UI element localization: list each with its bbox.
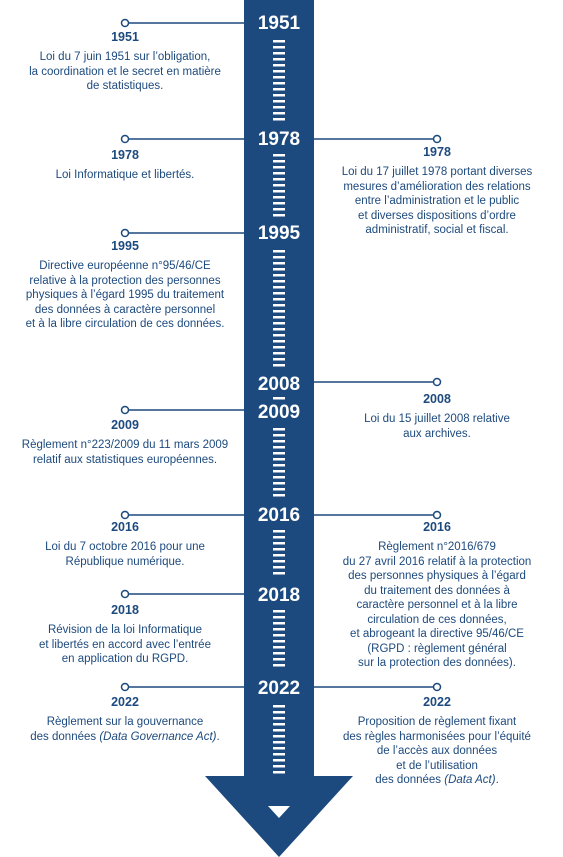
timeline-dash <box>273 566 285 569</box>
timeline-dash <box>273 70 285 73</box>
event-year: 2016 <box>111 520 139 534</box>
timeline-dash <box>273 530 285 533</box>
timeline-dash <box>273 310 285 313</box>
timeline-dash <box>273 352 285 355</box>
timeline-dash <box>273 64 285 67</box>
timeline-dash <box>273 184 285 187</box>
timeline-dash <box>273 88 285 91</box>
timeline-dash <box>273 118 285 121</box>
event-text: Loi du 15 juillet 2008 relative aux archives. <box>364 413 510 440</box>
timeline-dash <box>273 268 285 271</box>
event-year: 2009 <box>111 418 139 432</box>
timeline-dash <box>273 316 285 319</box>
event-text-italic: (Data Act) <box>444 774 496 786</box>
connector-dot-1978-left <box>122 136 129 143</box>
timeline-dash <box>273 190 285 193</box>
timeline-dash <box>273 328 285 331</box>
timeline-dash <box>273 494 285 497</box>
timeline-dash <box>273 428 285 431</box>
timeline-dash <box>273 262 285 265</box>
timeline-dash <box>273 765 285 768</box>
timeline-dash <box>273 100 285 103</box>
event-text <box>7 715 243 744</box>
event-year: 1978 <box>423 145 451 159</box>
timeline-dash <box>273 735 285 738</box>
connector-dot-2016-left <box>122 512 129 519</box>
event-text-italic: (Data Governance Act) <box>99 730 217 743</box>
timeline-dash <box>273 304 285 307</box>
connector-dot-1951 <box>122 20 129 27</box>
event-2009 <box>7 418 243 467</box>
year-label-2018: 2018 <box>257 585 301 606</box>
connector-dot-2022-right <box>434 684 441 691</box>
connector-dot-2018 <box>122 591 129 598</box>
event-year: 2008 <box>423 392 451 406</box>
timeline-dash <box>273 652 285 655</box>
event-year: 1951 <box>111 30 139 44</box>
timeline-dash <box>273 464 285 467</box>
timeline-dash <box>273 771 285 774</box>
event-2016-right <box>321 520 553 671</box>
timeline-dash <box>273 622 285 625</box>
event-1978-left <box>7 148 243 183</box>
year-label-2009: 2009 <box>257 402 301 423</box>
timeline-dash <box>273 741 285 744</box>
event-text: Directive européenne n°95/46/CE relative à la protection des personnes physiques à l’égard 1995 du traitement des données à caractère personnel et à la libre circulation de ces données. <box>25 260 225 330</box>
event-2022-left <box>7 695 243 744</box>
timeline-dash <box>273 82 285 85</box>
timeline-dash <box>273 364 285 367</box>
timeline-dash <box>273 542 285 545</box>
timeline-dash <box>273 616 285 619</box>
year-label-1951: 1951 <box>257 13 301 34</box>
event-1995 <box>7 239 243 332</box>
timeline-dash <box>273 628 285 631</box>
timeline-dash <box>273 286 285 289</box>
year-label-2022: 2022 <box>257 678 301 699</box>
event-text: Révision de la loi Informatique et libertés en accord avec l’entrée en application du RGPD. <box>39 624 211 665</box>
timeline-dash <box>273 723 285 726</box>
timeline-dash <box>273 470 285 473</box>
timeline-dash <box>273 458 285 461</box>
timeline-dash <box>273 172 285 175</box>
timeline-dash <box>273 178 285 181</box>
timeline-dash <box>273 340 285 343</box>
event-year: 1978 <box>111 148 139 162</box>
connector-dot-2008 <box>434 379 441 386</box>
timeline-dash <box>273 634 285 637</box>
timeline-dash <box>273 76 285 79</box>
timeline-dash <box>273 358 285 361</box>
event-text-end: . <box>495 774 499 786</box>
connector-dot-1995 <box>122 230 129 237</box>
timeline-dash <box>273 711 285 714</box>
event-1951 <box>7 30 243 94</box>
timeline-dash <box>273 196 285 199</box>
timeline-dash <box>273 397 285 400</box>
timeline-dash <box>273 280 285 283</box>
year-label-2016: 2016 <box>257 505 301 526</box>
connector-dot-1978-right <box>434 136 441 143</box>
timeline-dash <box>273 214 285 217</box>
timeline-dash <box>273 640 285 643</box>
timeline-dash <box>273 94 285 97</box>
event-2022-right <box>321 695 553 788</box>
timeline-dash <box>273 154 285 157</box>
timeline-dash <box>273 346 285 349</box>
timeline-dash <box>273 729 285 732</box>
connector-dot-2016-right <box>434 512 441 519</box>
timeline-dash <box>273 747 285 750</box>
timeline-dash <box>273 46 285 49</box>
event-year: 1995 <box>111 239 139 253</box>
timeline-dash <box>273 434 285 437</box>
timeline-dash <box>273 274 285 277</box>
timeline-dash <box>273 106 285 109</box>
timeline-dash <box>273 482 285 485</box>
event-text: Loi du 7 octobre 2016 pour une République numérique. <box>45 541 205 568</box>
timeline-dash <box>273 554 285 557</box>
timeline-dash <box>273 160 285 163</box>
event-2016-left <box>7 520 243 569</box>
timeline-dash <box>273 476 285 479</box>
timeline-dash <box>273 658 285 661</box>
timeline-dash <box>273 256 285 259</box>
event-1978-right <box>321 145 553 238</box>
event-text-main: Proposition de règlement fixant des règles harmonisées pour l’équité de l’accès aux données et de l’utilisation des données <box>343 716 531 786</box>
timeline-dash <box>273 560 285 563</box>
timeline-dash <box>273 753 285 756</box>
timeline-dash <box>273 202 285 205</box>
event-text: Règlement n°223/2009 du 11 mars 2009 relatif aux statistiques européennes. <box>21 439 229 466</box>
timeline-dash <box>273 298 285 301</box>
timeline-dash <box>273 717 285 720</box>
timeline-dash <box>273 452 285 455</box>
timeline-dash <box>273 112 285 115</box>
timeline-dash <box>273 664 285 667</box>
timeline-dash <box>273 440 285 443</box>
timeline-dash <box>273 646 285 649</box>
year-label-1995: 1995 <box>257 223 301 244</box>
event-year: 2022 <box>423 695 451 709</box>
event-year: 2022 <box>111 695 139 709</box>
timeline-dash <box>273 40 285 43</box>
timeline-dash <box>273 759 285 762</box>
timeline-dash <box>273 334 285 337</box>
event-text-end: . <box>216 730 220 743</box>
event-year: 2016 <box>423 520 451 534</box>
event-year: 2018 <box>111 603 139 617</box>
event-text-main: Règlement sur la gouvernance des données <box>30 716 204 743</box>
event-text: Règlement n°2016/679 du 27 avril 2016 relatif à la protection des personnes physiques à l’égard du traitement des données à caractère personnel et à la libre circulation de ces données, et abrogeant la directive 95/46/CE (RGPD : règlement général sur la protection des données). <box>342 541 532 669</box>
timeline-dash <box>273 292 285 295</box>
event-2008 <box>321 392 553 441</box>
event-text: Loi Informatique et libertés. <box>55 169 195 181</box>
year-label-1978: 1978 <box>257 129 301 150</box>
timeline-dash <box>273 488 285 491</box>
timeline-dash <box>273 572 285 575</box>
timeline-dash <box>273 536 285 539</box>
timeline-dash <box>273 705 285 708</box>
timeline-dash <box>273 58 285 61</box>
timeline-dash <box>273 52 285 55</box>
timeline-dash <box>273 446 285 449</box>
event-text <box>321 715 553 788</box>
timeline-dash <box>273 208 285 211</box>
event-text: Loi du 7 juin 1951 sur l’obligation, la coordination et le secret en matière de statistiques. <box>29 51 221 92</box>
connector-dot-2022-left <box>122 684 129 691</box>
timeline-dash <box>273 548 285 551</box>
timeline-dash <box>273 610 285 613</box>
event-2018 <box>7 603 243 667</box>
timeline-dash <box>273 250 285 253</box>
year-label-2008: 2008 <box>257 374 301 395</box>
timeline-dash <box>273 322 285 325</box>
event-text: Loi du 17 juillet 1978 portant diverses mesures d’amélioration des relations entre l’administration et le public et diverses dispositions d’ordre administratif, social et fiscal. <box>341 166 533 236</box>
connector-dot-2009 <box>122 407 129 414</box>
timeline-dash <box>273 166 285 169</box>
